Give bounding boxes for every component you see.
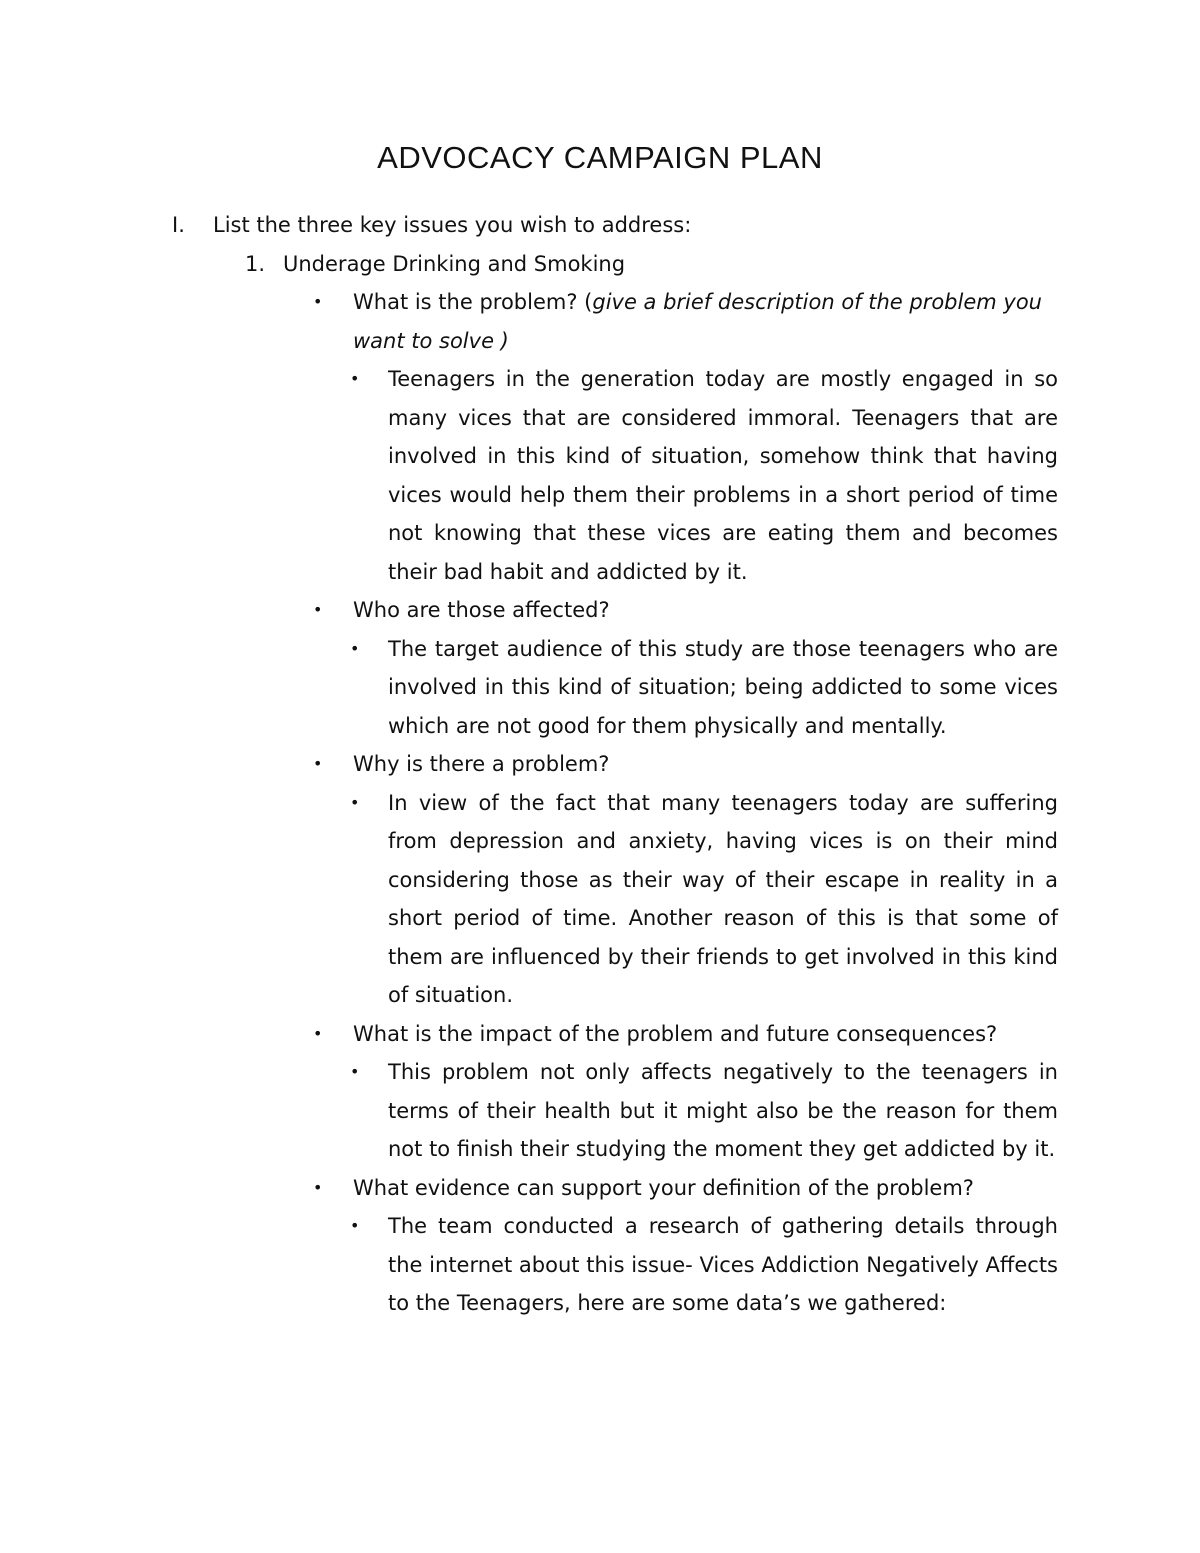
question-item — [0, 591, 1200, 630]
bullet-icon: • — [313, 1177, 323, 1197]
answer-item — [0, 360, 1200, 591]
issue-heading — [0, 245, 1200, 284]
question-text: What evidence can support your definition of the problem? — [353, 1175, 974, 1200]
bullet-icon: • — [313, 600, 323, 619]
question-label: What is the problem? ( — [353, 290, 593, 314]
issue-marker: 1. — [245, 251, 266, 276]
bullet-icon: • — [350, 638, 360, 658]
answer-item — [0, 784, 1200, 1015]
answer-item — [0, 1053, 1200, 1169]
answer-text: The team conducted a research of gathering details through the internet about this issue- Vices Addiction Negatively Affects to the Teenagers, here are some data’s we gathered: — [388, 1214, 1058, 1315]
section-marker: I. — [172, 213, 185, 237]
issue-text: Underage Drinking and Smoking — [283, 251, 626, 276]
question-text — [353, 283, 1058, 360]
question-item — [0, 283, 1200, 360]
bullet-icon: • — [350, 1216, 360, 1235]
bullet-icon: • — [313, 754, 323, 773]
question-text: What is the impact of the problem and future consequences? — [353, 1021, 998, 1046]
question-item — [0, 1015, 1200, 1054]
answer-item — [0, 630, 1200, 746]
bullet-icon: • — [313, 1023, 323, 1043]
question-item — [0, 745, 1200, 784]
document-title: ADVOCACY CAMPAIGN PLAN — [377, 140, 823, 175]
section-heading — [0, 206, 1200, 245]
question-item — [0, 1169, 1200, 1208]
document-body — [0, 206, 1200, 1323]
answer-text: In view of the fact that many teenagers today are suffering from depression and anxiety, having vices is on their mind considering those as their way of their escape in reality in a short period of time. Another reason of this is that some of them are influenced by their friends to get involved in this kind of situation. — [388, 790, 1058, 1007]
answer-text: Teenagers in the generation today are mostly engaged in so many vices that are considered immoral. Teenagers that are involved in this kind of situation, somehow think that having vices would help them their problems in a short period of time not knowing that these vices are eating them and becomes their bad habit and addicted by it. — [388, 367, 1058, 584]
bullet-icon: • — [350, 1062, 360, 1081]
bullet-icon: • — [350, 792, 360, 812]
answer-item — [0, 1207, 1200, 1323]
question-hint: give a brief description of the problem you want to solve ) — [353, 290, 1042, 353]
answer-text: The target audience of this study are those teenagers who are involved in this kind of situation; being addicted to some vices which are not good for them physically and mentally. — [388, 636, 1058, 738]
bullet-icon: • — [313, 292, 323, 311]
section-text: List the three key issues you wish to address: — [213, 213, 692, 237]
question-text: Who are those affected? — [353, 598, 610, 622]
bullet-icon: • — [350, 369, 360, 388]
question-text: Why is there a problem? — [353, 752, 610, 776]
answer-text: This problem not only affects negatively to the teenagers in terms of their health but it might also be the reason for them not to finish their studying the moment they get addicted by it. — [388, 1060, 1058, 1161]
